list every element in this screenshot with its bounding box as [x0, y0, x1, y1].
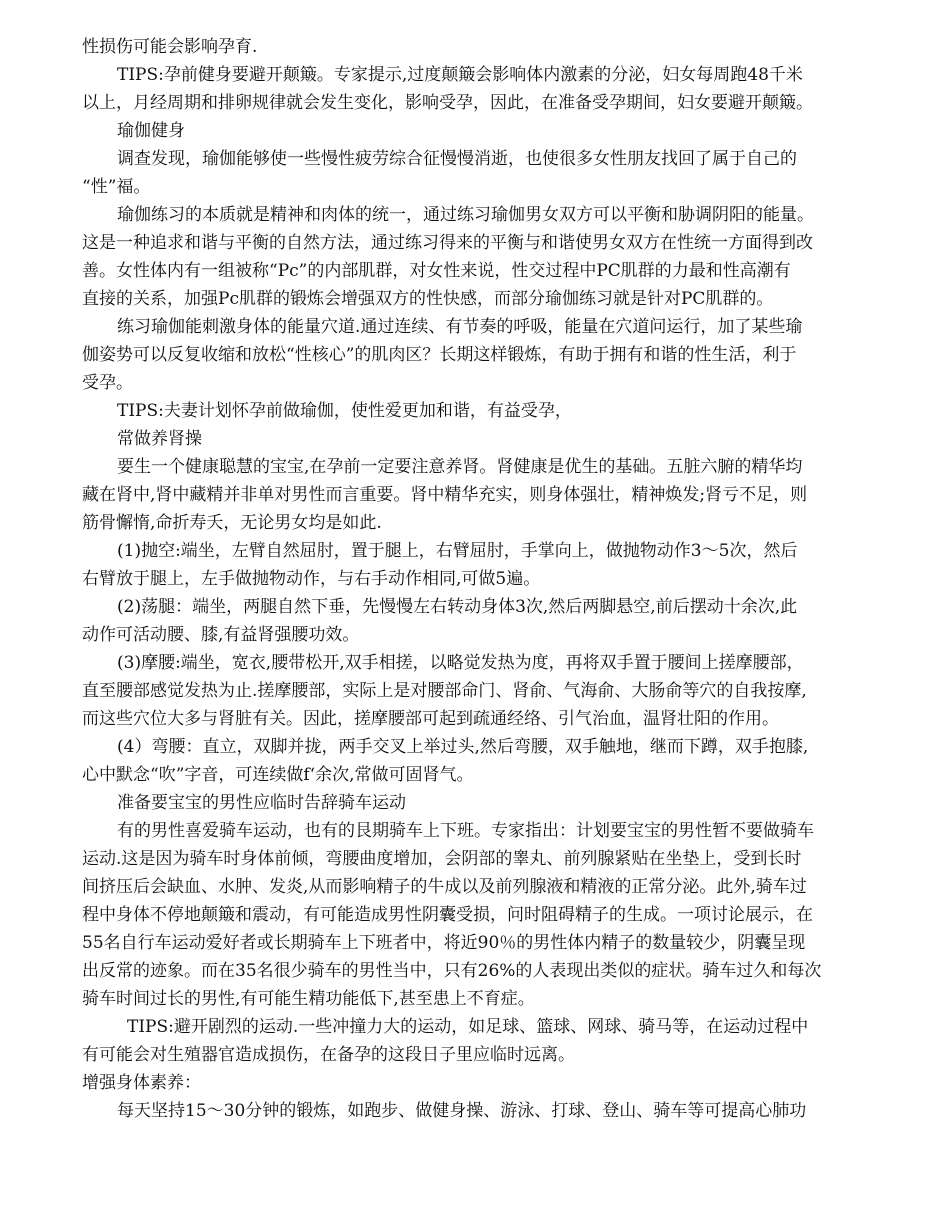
text-line: 要生一个健康聪慧的宝宝,在孕前一定要注意养肾。肾健康是优生的基础。五脏六腑的精华均 [117, 457, 803, 477]
text-line: (4）弯腰：直立，双脚并拢，两手交叉上举过头,然后弯腰，双手触地，继而下蹲，双手抱膝, [117, 737, 809, 757]
text-line: 练习瑜伽能刺激身体的能量穴道.通过连续、有节奏的呼吸，能量在穴道问运行，加了某些瑜 [117, 317, 803, 337]
text-line: 善。女性体内有一组被称“Pc”的内部肌群，对女性来说，性交过程中PC肌群的力最和性高潮有 [82, 261, 791, 281]
text-line: 调查发现，瑜伽能够使一些慢性疲劳综合征慢慢消逝，也使很多女性朋友找回了属于自己的 [117, 149, 797, 169]
text-line: 心中默念“吹”字音，可连续做f‘余次,常做可固肾气。 [82, 765, 474, 785]
text-line: 骑车时间过长的男性,有可能生精功能低下,甚至患上不育症。 [82, 989, 535, 1009]
text-line: (2)荡腿：端坐，两腿自然下垂，先慢慢左右转动身体3次,然后两脚悬空,前后摆动十余次,此 [117, 597, 798, 617]
text-line: 伽姿势可以反复收缩和放松“性核心”的肌肉区？长期这样锻炼，有助于拥有和谐的性生活，利于 [82, 345, 797, 365]
text-line: 出反常的迹象。而在35名很少骑车的男性当中，只有26%的人表现出类似的症状。骑车过久和每次 [82, 961, 822, 981]
text-line: 藏在肾中,肾中藏精并非单对男性而言重要。肾中精华充实，则身体强壮，精神焕发;肾亏不足，则 [82, 485, 808, 505]
text-line: 受孕。 [82, 373, 133, 393]
text-line: 间挤压后会缺血、水肿、发炎,从而影响精子的牛成以及前列腺液和精液的正常分泌。此外,骑车过 [82, 877, 807, 897]
text-line: 有可能会对生殖器官造成损伤，在备孕的这段日子里应临时远离。 [82, 1045, 575, 1065]
text-line: 右臂放于腿上，左手做抛物动作，与右手动作相同,可做5遍。 [82, 569, 541, 589]
text-line: 有的男性喜爱骑车运动，也有的艮期骑车上下班。专家指出：计划要宝宝的男性暂不要做骑车 [117, 821, 814, 841]
text-line: 筋骨懈惰,命折寿夭，无论男女均是如此. [82, 513, 382, 533]
section-heading: 常做养肾操 [117, 429, 202, 449]
text-line: 每天坚持15～30分钟的锻炼，如跑步、做健身操、游泳、打球、登山、骑车等可提高心肺功 [117, 1101, 807, 1121]
text-line: 55名自行车运动爱好者或长期骑车上下班者中，将近90％的男性体内精子的数量较少，阴囊呈现 [82, 933, 806, 953]
text-line: “性”福。 [82, 177, 151, 197]
text-line: 而这些穴位大多与肾脏有关。因此，搓摩腰部可起到疏通经络、引气治血，温肾壮阳的作用。 [82, 709, 779, 729]
text-line: 这是一种追求和谐与平衡的自然方法，通过练习得来的平衡与和谐使男女双方在性统一方面得到改 [82, 233, 813, 253]
text-line: 以上，月经周期和排卵规律就会发生变化，影响受孕，因此，在准备受孕期间，妇女要避开颠簸。 [82, 93, 813, 113]
text-line: 性损伤可能会影响孕育. [82, 37, 258, 57]
text-line: 程中身体不停地颠簸和震动，有可能造成男性阴囊受损，问时阻碍精子的生成。一项讨论展示，在 [82, 905, 813, 925]
text-line: (1)抛空:端坐，左臂自然屈肘，置于腿上，右臂屈肘，手掌向上，做抛物动作3～5次，然后 [117, 541, 798, 561]
text-line: 运动.这是因为骑车时身体前倾，弯腰曲度增加，会阴部的睾丸、前列腺紧贴在坐垫上，受到长时 [82, 849, 802, 869]
text-line: TIPS:避开剧烈的运动.一些冲撞力大的运动，如足球、篮球、网球、骑马等，在运动过程中 [127, 1017, 809, 1037]
text-line: 瑜伽练习的本质就是精神和肉体的统一，通过练习瑜伽男女双方可以平衡和胁调阴阳的能量。 [117, 205, 814, 225]
text-line: 直至腰部感觉发热为止.搓摩腰部，实际上是对腰部命门、肾俞、气海俞、大肠俞等穴的自我按摩, [82, 681, 807, 701]
text-line: TIPS:夫妻计划怀孕前做瑜伽，使性爱更加和谐，有益受孕， [117, 401, 572, 421]
text-line: (3)摩腰:端坐，宽衣,腰带松开,双手相搓，以略觉发热为度，再将双手置于腰间上搓摩腰部， [117, 653, 804, 673]
text-line: 直接的关系，加强Pc肌群的锻炼会增强双方的性快感，而部分瑜伽练习就是针对PC肌群的。 [82, 289, 774, 309]
section-heading: 增强身体素养： [82, 1073, 201, 1093]
section-heading: 瑜伽健身 [117, 121, 185, 141]
text-line: TIPS:孕前健身要避开颠簸。专家提示,过度颠簸会影响体内激素的分泌，妇女每周跑48千米 [117, 65, 803, 85]
section-heading: 准备要宝宝的男性应临时告辞骑车运动 [117, 793, 406, 813]
text-line: 动作可活动腰、膝,有益肾强腰功效。 [82, 625, 360, 645]
